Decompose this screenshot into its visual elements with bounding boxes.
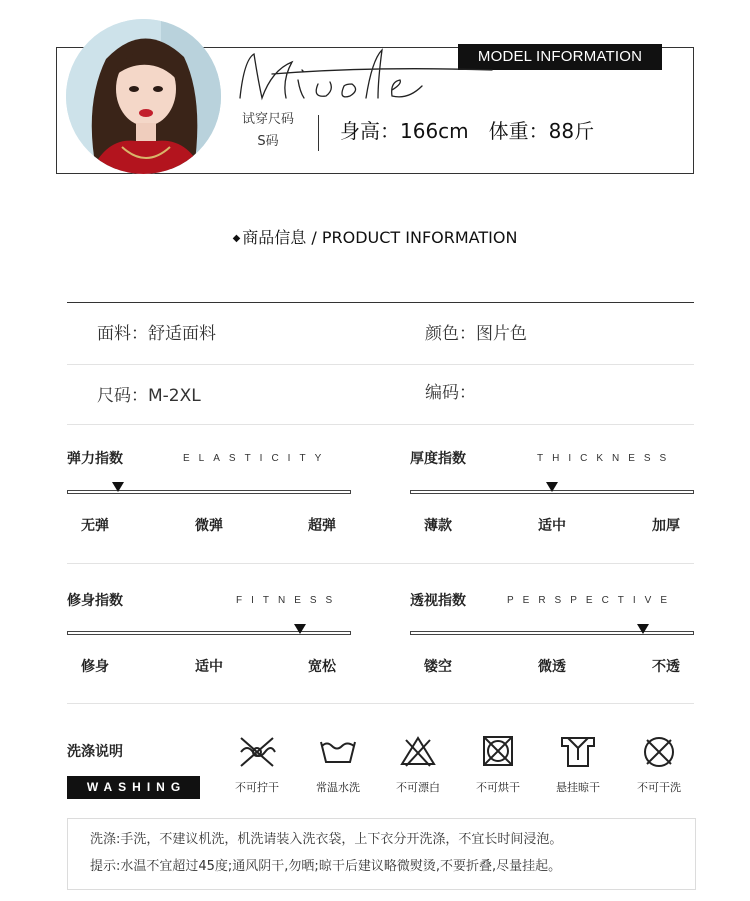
fitness-marker [294,624,306,634]
no-dry-clean-icon [639,734,679,770]
body-stats [340,116,614,146]
care-symbol [624,734,694,796]
perspective-option: 不透 [652,659,680,675]
fitness-option: 适中 [195,659,223,675]
thickness-option: 薄款 [424,518,452,534]
no-wring-icon [237,734,277,770]
index-row-divider [67,703,694,704]
perspective-option: 微透 [538,659,566,675]
care-symbol [383,734,453,796]
care-symbol [543,734,613,796]
model-information-badge: MODEL INFORMATION [458,44,662,70]
care-notes [67,818,696,890]
washing-badge: WASHING [67,776,200,799]
elasticity-marker [112,482,124,492]
care-label: 常温水洗 [316,781,360,794]
perspective-marker [637,624,649,634]
thickness-option: 适中 [538,518,566,534]
model-avatar [66,19,221,174]
thickness-index-en: THICKNESS [537,453,676,464]
perspective-scale [410,631,694,635]
diamond-icon: ◆ [232,233,241,244]
elasticity-option: 超弹 [308,518,336,534]
spec-color: 颜色：图片色 [425,324,527,344]
care-label: 不可烘干 [476,781,520,794]
care-note-line: 提示:水温不宜超过45度;通风阴干,勿晒;晾干后建议略微熨烫,不要折叠,尽量挂起。 [90,859,562,874]
spec-size: 尺码：M-2XL [97,386,201,406]
weight-value: 体重：88斤 [488,119,595,143]
index-row-divider [67,563,694,564]
perspective-index-label: 透视指数 [410,593,466,609]
fitness-option: 宽松 [308,659,336,675]
spec-row-divider [67,424,694,425]
care-symbol [303,734,373,796]
elasticity-option: 无弹 [81,518,109,534]
trial-size-value: S码 [257,134,279,149]
fitness-scale [67,631,351,635]
care-note-line: 洗涤:手洗，不建议机洗，机洗请装入洗衣袋，上下衣分开洗涤，不宜长时间浸泡。 [90,832,563,847]
trial-size-label: 试穿尺码 [241,112,294,127]
elasticity-index-en: ELASTICITY [183,453,331,464]
spec-row-divider [67,364,694,365]
elasticity-scale [67,490,351,494]
height-value: 身高：166cm [340,119,469,143]
care-label: 不可拧干 [235,781,279,794]
no-tumble-dry-icon [478,734,518,770]
perspective-index-en: PERSPECTIVE [507,595,677,606]
thickness-index-label: 厚度指数 [410,451,466,467]
no-bleach-icon [398,734,438,770]
perspective-option: 镂空 [424,659,452,675]
product-info-divider [67,302,694,303]
care-symbol [463,734,533,796]
stats-divider [318,115,319,151]
thickness-marker [546,482,558,492]
hang-dry-icon [558,734,598,770]
product-info-title [0,226,750,251]
care-label: 不可干洗 [637,781,681,794]
care-symbol [222,734,292,796]
fitness-option: 修身 [81,659,109,675]
fitness-index-en: FITNESS [236,595,342,606]
spec-code: 编码： [425,383,476,403]
fitness-index-label: 修身指数 [67,593,123,609]
model-signature [232,40,502,110]
elasticity-option: 微弹 [195,518,223,534]
care-label: 悬挂晾干 [556,781,600,794]
normal-wash-icon [318,734,358,770]
washing-title: 洗涤说明 [67,744,123,760]
thickness-option: 加厚 [652,518,680,534]
elasticity-index-label: 弹力指数 [67,451,123,467]
product-info-title-text: 商品信息 / PRODUCT INFORMATION [242,228,518,247]
spec-fabric: 面料：舒适面料 [97,324,216,344]
care-label: 不可漂白 [396,781,440,794]
